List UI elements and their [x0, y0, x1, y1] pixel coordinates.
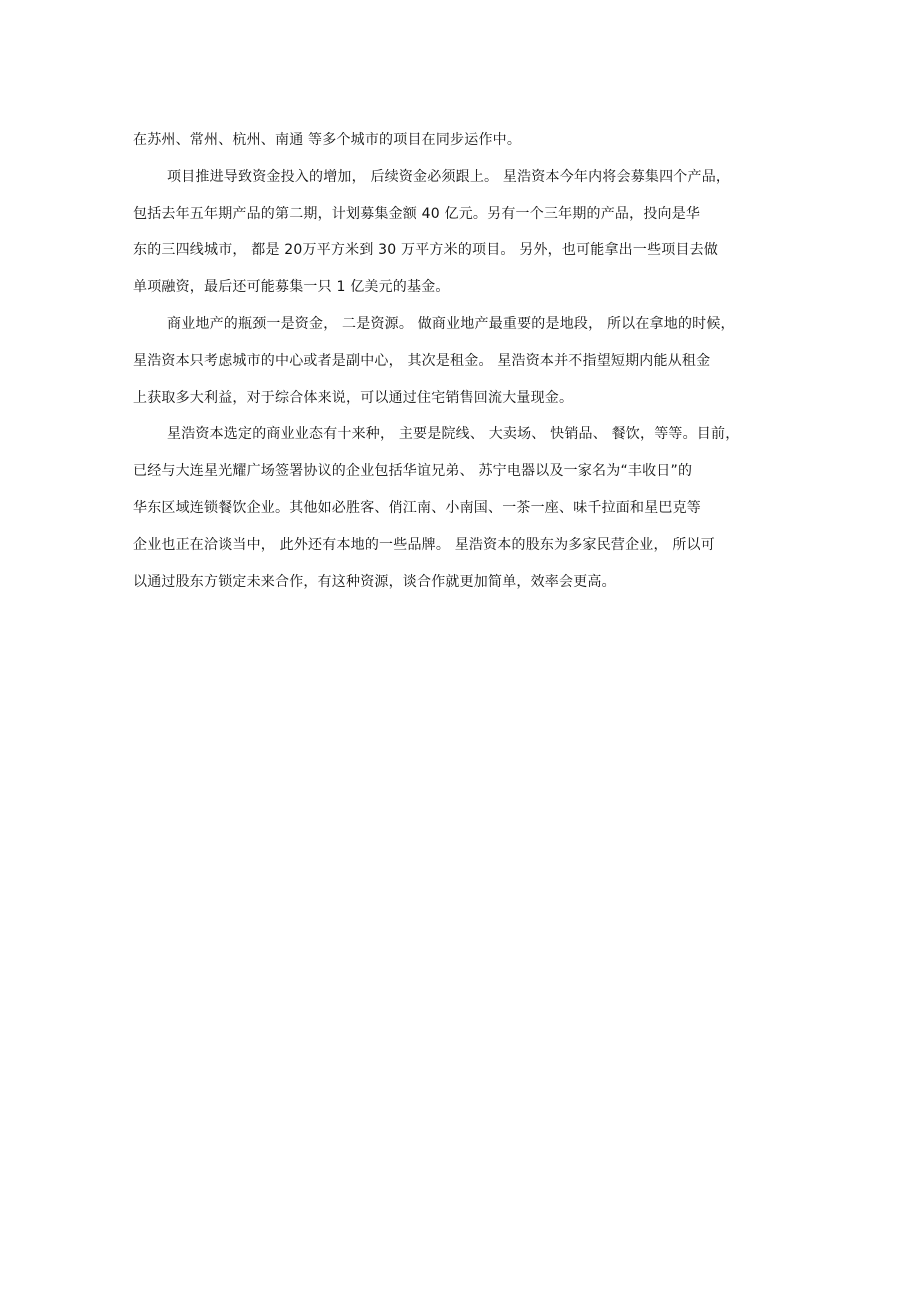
text-line: 东的三四线城市， 都是 20万平方米到 30 万平方米的项目。 另外，也可能拿出一些项目去做	[133, 242, 719, 259]
text-line: 企业也正在洽谈当中， 此外还有本地的一些品牌。 星浩资本的股东为多家民营企业， 所以可	[133, 536, 715, 553]
body-text	[133, 126, 773, 604]
text-line: 单项融资，最后还可能募集一只 1 亿美元的基金。	[133, 279, 450, 296]
text-line: 星浩资本只考虑城市的中心或者是副中心， 其次是租金。 星浩资本并不指望短期内能从租金	[133, 352, 711, 369]
text-line: 以通过股东方锁定未来合作，有这种资源，谈合作就更加简单，效率会更高。	[133, 573, 616, 590]
text-line: 华东区域连锁餐饮企业。其他如必胜客、俏江南、小南国、一茶一座、味千拉面和星巴克等	[133, 499, 701, 516]
paragraph-start-line: 项目推进导致资金投入的增加， 后续资金必须跟上。 星浩资本今年内将会募集四个产品，	[167, 168, 731, 185]
text-line: 包括去年五年期产品的第二期，计划募集金额 40 亿元。另有一个三年期的产品，投向是华	[133, 205, 701, 222]
paragraph-start-line: 商业地产的瓶颈一是资金， 二是资源。 做商业地产最重要的是地段， 所以在拿地的时候，	[167, 315, 735, 332]
text-line: 在苏州、常州、杭州、南通 等多个城市的项目在同步运作中。	[133, 132, 522, 148]
paragraph-start-line: 星浩资本选定的商业业态有十来种， 主要是院线、 大卖场、 快销品、 餐饮，等等。目前，	[167, 426, 740, 443]
text-line: 上获取多大利益，对于综合体来说，可以通过住宅销售回流大量现金。	[133, 389, 574, 406]
text-line: 已经与大连星光耀广场签署协议的企业包括华谊兄弟、 苏宁电器以及一家名为“丰收日”的	[133, 463, 693, 480]
